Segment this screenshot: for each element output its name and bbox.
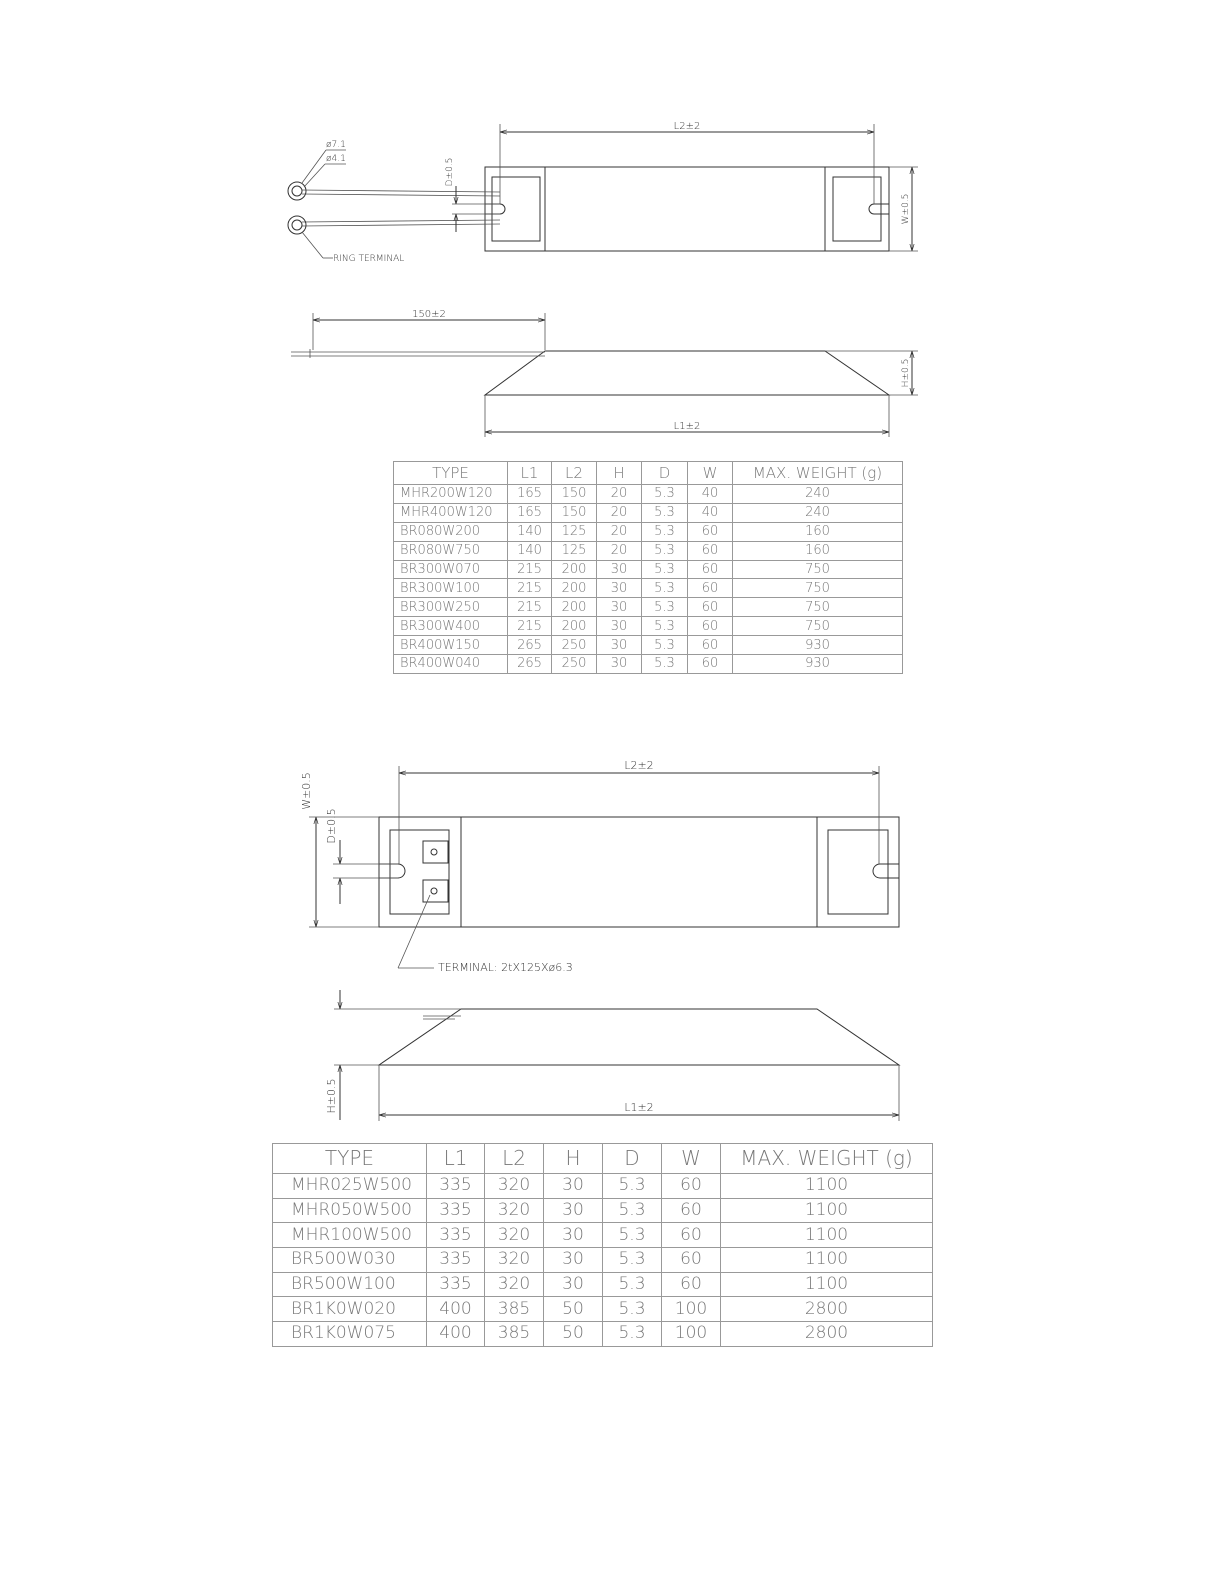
cell-h: 30 (597, 560, 642, 579)
header-w: W (662, 1144, 721, 1174)
cell-h: 50 (544, 1322, 603, 1347)
cell-h: 30 (597, 617, 642, 636)
cell-h: 20 (597, 522, 642, 541)
table-row (394, 598, 903, 617)
table-row (394, 503, 903, 522)
cell-h: 30 (597, 579, 642, 598)
cell-l2: 150 (552, 503, 597, 522)
cell-w: 60 (688, 655, 733, 674)
header-d: D (642, 462, 688, 485)
cell-h: 30 (597, 598, 642, 617)
cell-type: BR300W100 (394, 579, 508, 598)
cell-w: 60 (688, 617, 733, 636)
cell-l1: 215 (508, 617, 552, 636)
cell-weight: 2800 (721, 1297, 933, 1322)
cell-type: MHR025W500 (273, 1174, 427, 1199)
cell-l2: 200 (552, 598, 597, 617)
cell-type: MHR100W500 (273, 1223, 427, 1248)
spec-table-1 (393, 461, 903, 674)
cell-d: 5.3 (603, 1322, 662, 1347)
cell-d: 5.3 (603, 1223, 662, 1248)
cell-weight: 1100 (721, 1272, 933, 1297)
header-type: TYPE (394, 462, 508, 485)
header-max-weight: MAX. WEIGHT (g) (733, 462, 903, 485)
cell-weight: 160 (733, 541, 903, 560)
cell-d: 5.3 (642, 503, 688, 522)
cell-l2: 250 (552, 655, 597, 674)
cell-l2: 320 (485, 1248, 544, 1273)
cell-l2: 200 (552, 560, 597, 579)
ring-terminal-label: RING TERMINAL (333, 254, 405, 264)
table-header-row (273, 1144, 933, 1174)
cell-d: 5.3 (603, 1198, 662, 1223)
cell-w: 40 (688, 503, 733, 522)
cell-type: MHR200W120 (394, 485, 508, 504)
cell-h: 30 (544, 1248, 603, 1273)
cell-l1: 165 (508, 503, 552, 522)
cell-l1: 400 (427, 1297, 485, 1322)
table-row (394, 485, 903, 504)
cell-l2: 320 (485, 1174, 544, 1199)
l2-dimension-label: L2±2 (673, 121, 701, 132)
cell-l2: 125 (552, 522, 597, 541)
ring-terminal-bottom (288, 216, 306, 234)
cell-weight: 1100 (721, 1248, 933, 1273)
lead-length-dimension-label: 150±2 (412, 309, 446, 320)
cell-l2: 320 (485, 1198, 544, 1223)
inner-ring-dia-label: ø4.1 (326, 154, 346, 164)
l1-dimension-label-2: L1±2 (624, 1101, 654, 1114)
cell-w: 60 (688, 579, 733, 598)
cell-h: 30 (544, 1223, 603, 1248)
spec-table-2 (272, 1143, 933, 1347)
cell-h: 30 (544, 1198, 603, 1223)
l2-dimension-label-2: L2±2 (624, 759, 654, 772)
table-row (394, 579, 903, 598)
drawing2-top-view (300, 759, 899, 974)
table-row (273, 1248, 933, 1273)
cell-h: 30 (544, 1174, 603, 1199)
l1-dimension-label: L1±2 (673, 421, 701, 432)
cell-type: MHR050W500 (273, 1198, 427, 1223)
cell-l1: 265 (508, 636, 552, 655)
cell-l1: 140 (508, 541, 552, 560)
cell-type: BR300W400 (394, 617, 508, 636)
cell-d: 5.3 (642, 541, 688, 560)
cell-d: 5.3 (603, 1272, 662, 1297)
cell-weight: 750 (733, 560, 903, 579)
cell-d: 5.3 (642, 560, 688, 579)
cell-d: 5.3 (642, 655, 688, 674)
cell-type: BR300W250 (394, 598, 508, 617)
cell-weight: 240 (733, 503, 903, 522)
cell-l2: 125 (552, 541, 597, 560)
cell-l2: 320 (485, 1272, 544, 1297)
cell-h: 20 (597, 541, 642, 560)
cell-w: 60 (662, 1223, 721, 1248)
cell-type: BR500W030 (273, 1248, 427, 1273)
cell-l2: 250 (552, 636, 597, 655)
drawing1-side-view (291, 309, 918, 437)
table-row (394, 541, 903, 560)
cell-type: BR400W040 (394, 655, 508, 674)
header-h: H (544, 1144, 603, 1174)
header-w: W (688, 462, 733, 485)
cell-l2: 200 (552, 579, 597, 598)
cell-d: 5.3 (642, 485, 688, 504)
cell-d: 5.3 (642, 598, 688, 617)
table-row (273, 1198, 933, 1223)
table-row (273, 1272, 933, 1297)
cell-w: 40 (688, 485, 733, 504)
cell-w: 100 (662, 1322, 721, 1347)
cell-w: 60 (688, 541, 733, 560)
cell-d: 5.3 (642, 617, 688, 636)
resistor-side-profile-2 (379, 1009, 899, 1065)
table-row (394, 522, 903, 541)
cell-d: 5.3 (603, 1248, 662, 1273)
cell-h: 50 (544, 1297, 603, 1322)
cell-weight: 930 (733, 636, 903, 655)
cell-type: BR080W200 (394, 522, 508, 541)
d-dimension-label-2: D±0.5 (325, 808, 338, 844)
cell-h: 30 (597, 655, 642, 674)
cell-l1: 400 (427, 1322, 485, 1347)
cell-weight: 750 (733, 617, 903, 636)
cell-d: 5.3 (642, 636, 688, 655)
cell-weight: 160 (733, 522, 903, 541)
cell-l1: 215 (508, 598, 552, 617)
cell-w: 60 (688, 636, 733, 655)
cell-h: 20 (597, 485, 642, 504)
header-l2: L2 (552, 462, 597, 485)
cell-weight: 1100 (721, 1223, 933, 1248)
cell-w: 100 (662, 1297, 721, 1322)
cell-type: BR080W750 (394, 541, 508, 560)
header-h: H (597, 462, 642, 485)
cell-type: BR300W070 (394, 560, 508, 579)
cell-l1: 140 (508, 522, 552, 541)
drawing2-side-view (325, 990, 899, 1121)
cell-l1: 335 (427, 1174, 485, 1199)
header-type: TYPE (273, 1144, 427, 1174)
cell-type: BR500W100 (273, 1272, 427, 1297)
cell-l1: 335 (427, 1272, 485, 1297)
cell-weight: 930 (733, 655, 903, 674)
cell-l1: 215 (508, 560, 552, 579)
cell-w: 60 (688, 598, 733, 617)
cell-l1: 335 (427, 1223, 485, 1248)
cell-d: 5.3 (642, 522, 688, 541)
header-l1: L1 (427, 1144, 485, 1174)
resistor-body-outline (485, 167, 889, 251)
cell-weight: 1100 (721, 1198, 933, 1223)
cell-d: 5.3 (603, 1174, 662, 1199)
header-l1: L1 (508, 462, 552, 485)
d-dimension-label: D±0.5 (445, 157, 455, 187)
w-dimension-label: W±0.5 (901, 193, 911, 225)
terminal-label: TERMINAL: 2tX125Xø6.3 (438, 961, 573, 974)
resistor-body-outline-2 (379, 817, 899, 927)
table-row (273, 1297, 933, 1322)
resistor-side-profile (485, 351, 889, 395)
cell-d: 5.3 (642, 579, 688, 598)
table-row (273, 1223, 933, 1248)
outer-ring-dia-label: ø7.1 (326, 140, 346, 150)
cell-type: MHR400W120 (394, 503, 508, 522)
cell-h: 30 (544, 1272, 603, 1297)
table-row (394, 655, 903, 674)
cell-d: 5.3 (603, 1297, 662, 1322)
cell-weight: 750 (733, 598, 903, 617)
cell-l2: 200 (552, 617, 597, 636)
ring-terminal-top (288, 182, 306, 200)
header-max-weight: MAX. WEIGHT (g) (721, 1144, 933, 1174)
cell-l1: 165 (508, 485, 552, 504)
table-row (394, 636, 903, 655)
header-d: D (603, 1144, 662, 1174)
cell-h: 20 (597, 503, 642, 522)
cell-w: 60 (662, 1248, 721, 1273)
cell-l2: 150 (552, 485, 597, 504)
cell-weight: 750 (733, 579, 903, 598)
cell-l2: 385 (485, 1297, 544, 1322)
h-dimension-label: H±0.5 (901, 358, 911, 388)
cell-w: 60 (662, 1198, 721, 1223)
table-row (394, 617, 903, 636)
table-row (273, 1322, 933, 1347)
cell-type: BR400W150 (394, 636, 508, 655)
cell-w: 60 (662, 1272, 721, 1297)
cell-l2: 385 (485, 1322, 544, 1347)
cell-h: 30 (597, 636, 642, 655)
cell-weight: 240 (733, 485, 903, 504)
cell-weight: 1100 (721, 1174, 933, 1199)
cell-l1: 265 (508, 655, 552, 674)
w-dimension-label-2: W±0.5 (300, 772, 313, 810)
cell-weight: 2800 (721, 1322, 933, 1347)
cell-w: 60 (688, 522, 733, 541)
cell-l1: 215 (508, 579, 552, 598)
cell-l1: 335 (427, 1198, 485, 1223)
cell-w: 60 (662, 1174, 721, 1199)
table-row (394, 560, 903, 579)
drawing1-top-view (288, 121, 918, 264)
header-l2: L2 (485, 1144, 544, 1174)
cell-type: BR1K0W075 (273, 1322, 427, 1347)
cell-type: BR1K0W020 (273, 1297, 427, 1322)
table-row (273, 1174, 933, 1199)
cell-l1: 335 (427, 1248, 485, 1273)
h-dimension-label-2: H±0.5 (325, 1078, 338, 1114)
table-header-row (394, 462, 903, 485)
cell-w: 60 (688, 560, 733, 579)
cell-l2: 320 (485, 1223, 544, 1248)
